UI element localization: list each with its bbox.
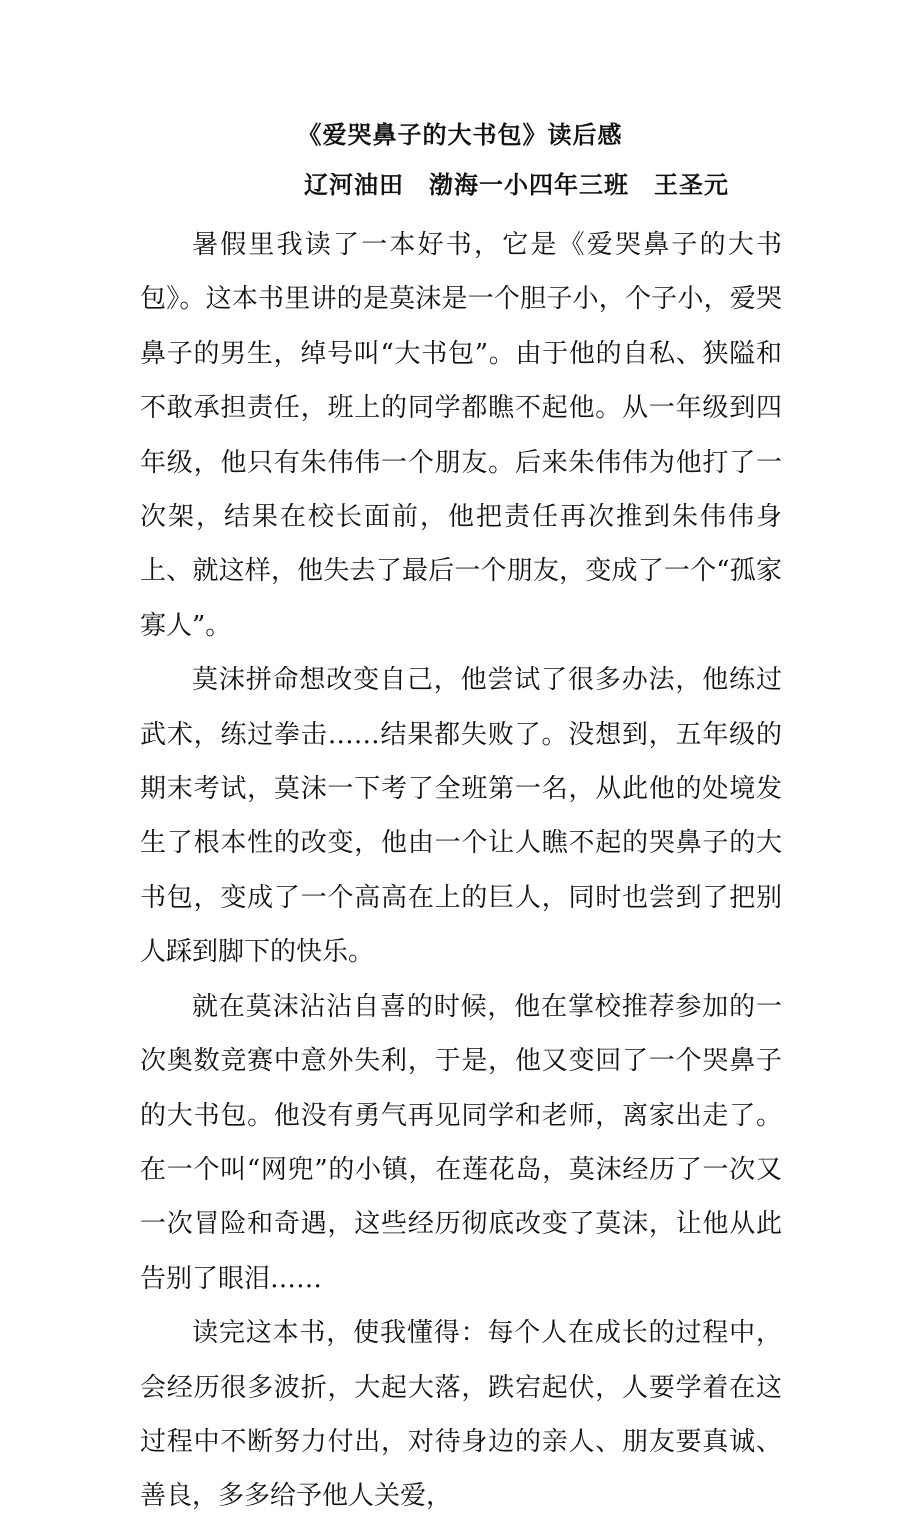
paragraph-1: 暑假里我读了一本好书，它是《爱哭鼻子的大书包》。这本书里讲的是莫沫是一个胆子小，个子小，爱哭鼻子的男生，绰号叫“大书包”。由于他的自私、狭隘和不敢承担责任，班上的同学都瞧不起他。从一年级到四年级，他只有朱伟伟一个朋友。后来朱伟伟为他打了一次架，结果在校长面前，他把责任再次推到朱伟伟身上、就这样，他失去了最后一个朋友，变成了一个“孤家寡人”。 [140, 230, 782, 641]
paragraph-4: 读完这本书，使我懂得：每个人在成长的过程中，会经历很多波折，大起大落，跌宕起伏，人要学着在这过程中不断努力付出，对待身边的亲人、朋友要真诚、善良，多多给予他人关爱， [140, 1318, 782, 1512]
paragraph-3: 就在莫沫沾沾自喜的时候，他在掌校推荐参加的一次奥数竞赛中意外失利，于是，他又变回了一个哭鼻子的大书包。他没有勇气再见同学和老师，离家出走了。在一个叫“网兜”的小镇，在莲花岛，莫沫经历了一次又一次冒险和奇遇，这些经历彻底改变了莫沫，让他从此告别了眼泪…… [140, 991, 782, 1294]
document-title: 《爱哭鼻子的大书包》读后感 [297, 120, 623, 149]
document-body [140, 218, 782, 1524]
author-byline: 辽河油田 渤海一小四年三班 王圣元 [304, 170, 729, 199]
paragraph-2: 莫沫拼命想改变自己，他尝试了很多办法，他练过武术，练过拳击……结果都失败了。没想到，五年级的期末考试，莫沫一下考了全班第一名，从此他的处境发生了根本性的改变，他由一个让人瞧不起的哭鼻子的大书包，变成了一个高高在上的巨人，同时也尝到了把别人踩到脚下的快乐。 [140, 665, 782, 968]
